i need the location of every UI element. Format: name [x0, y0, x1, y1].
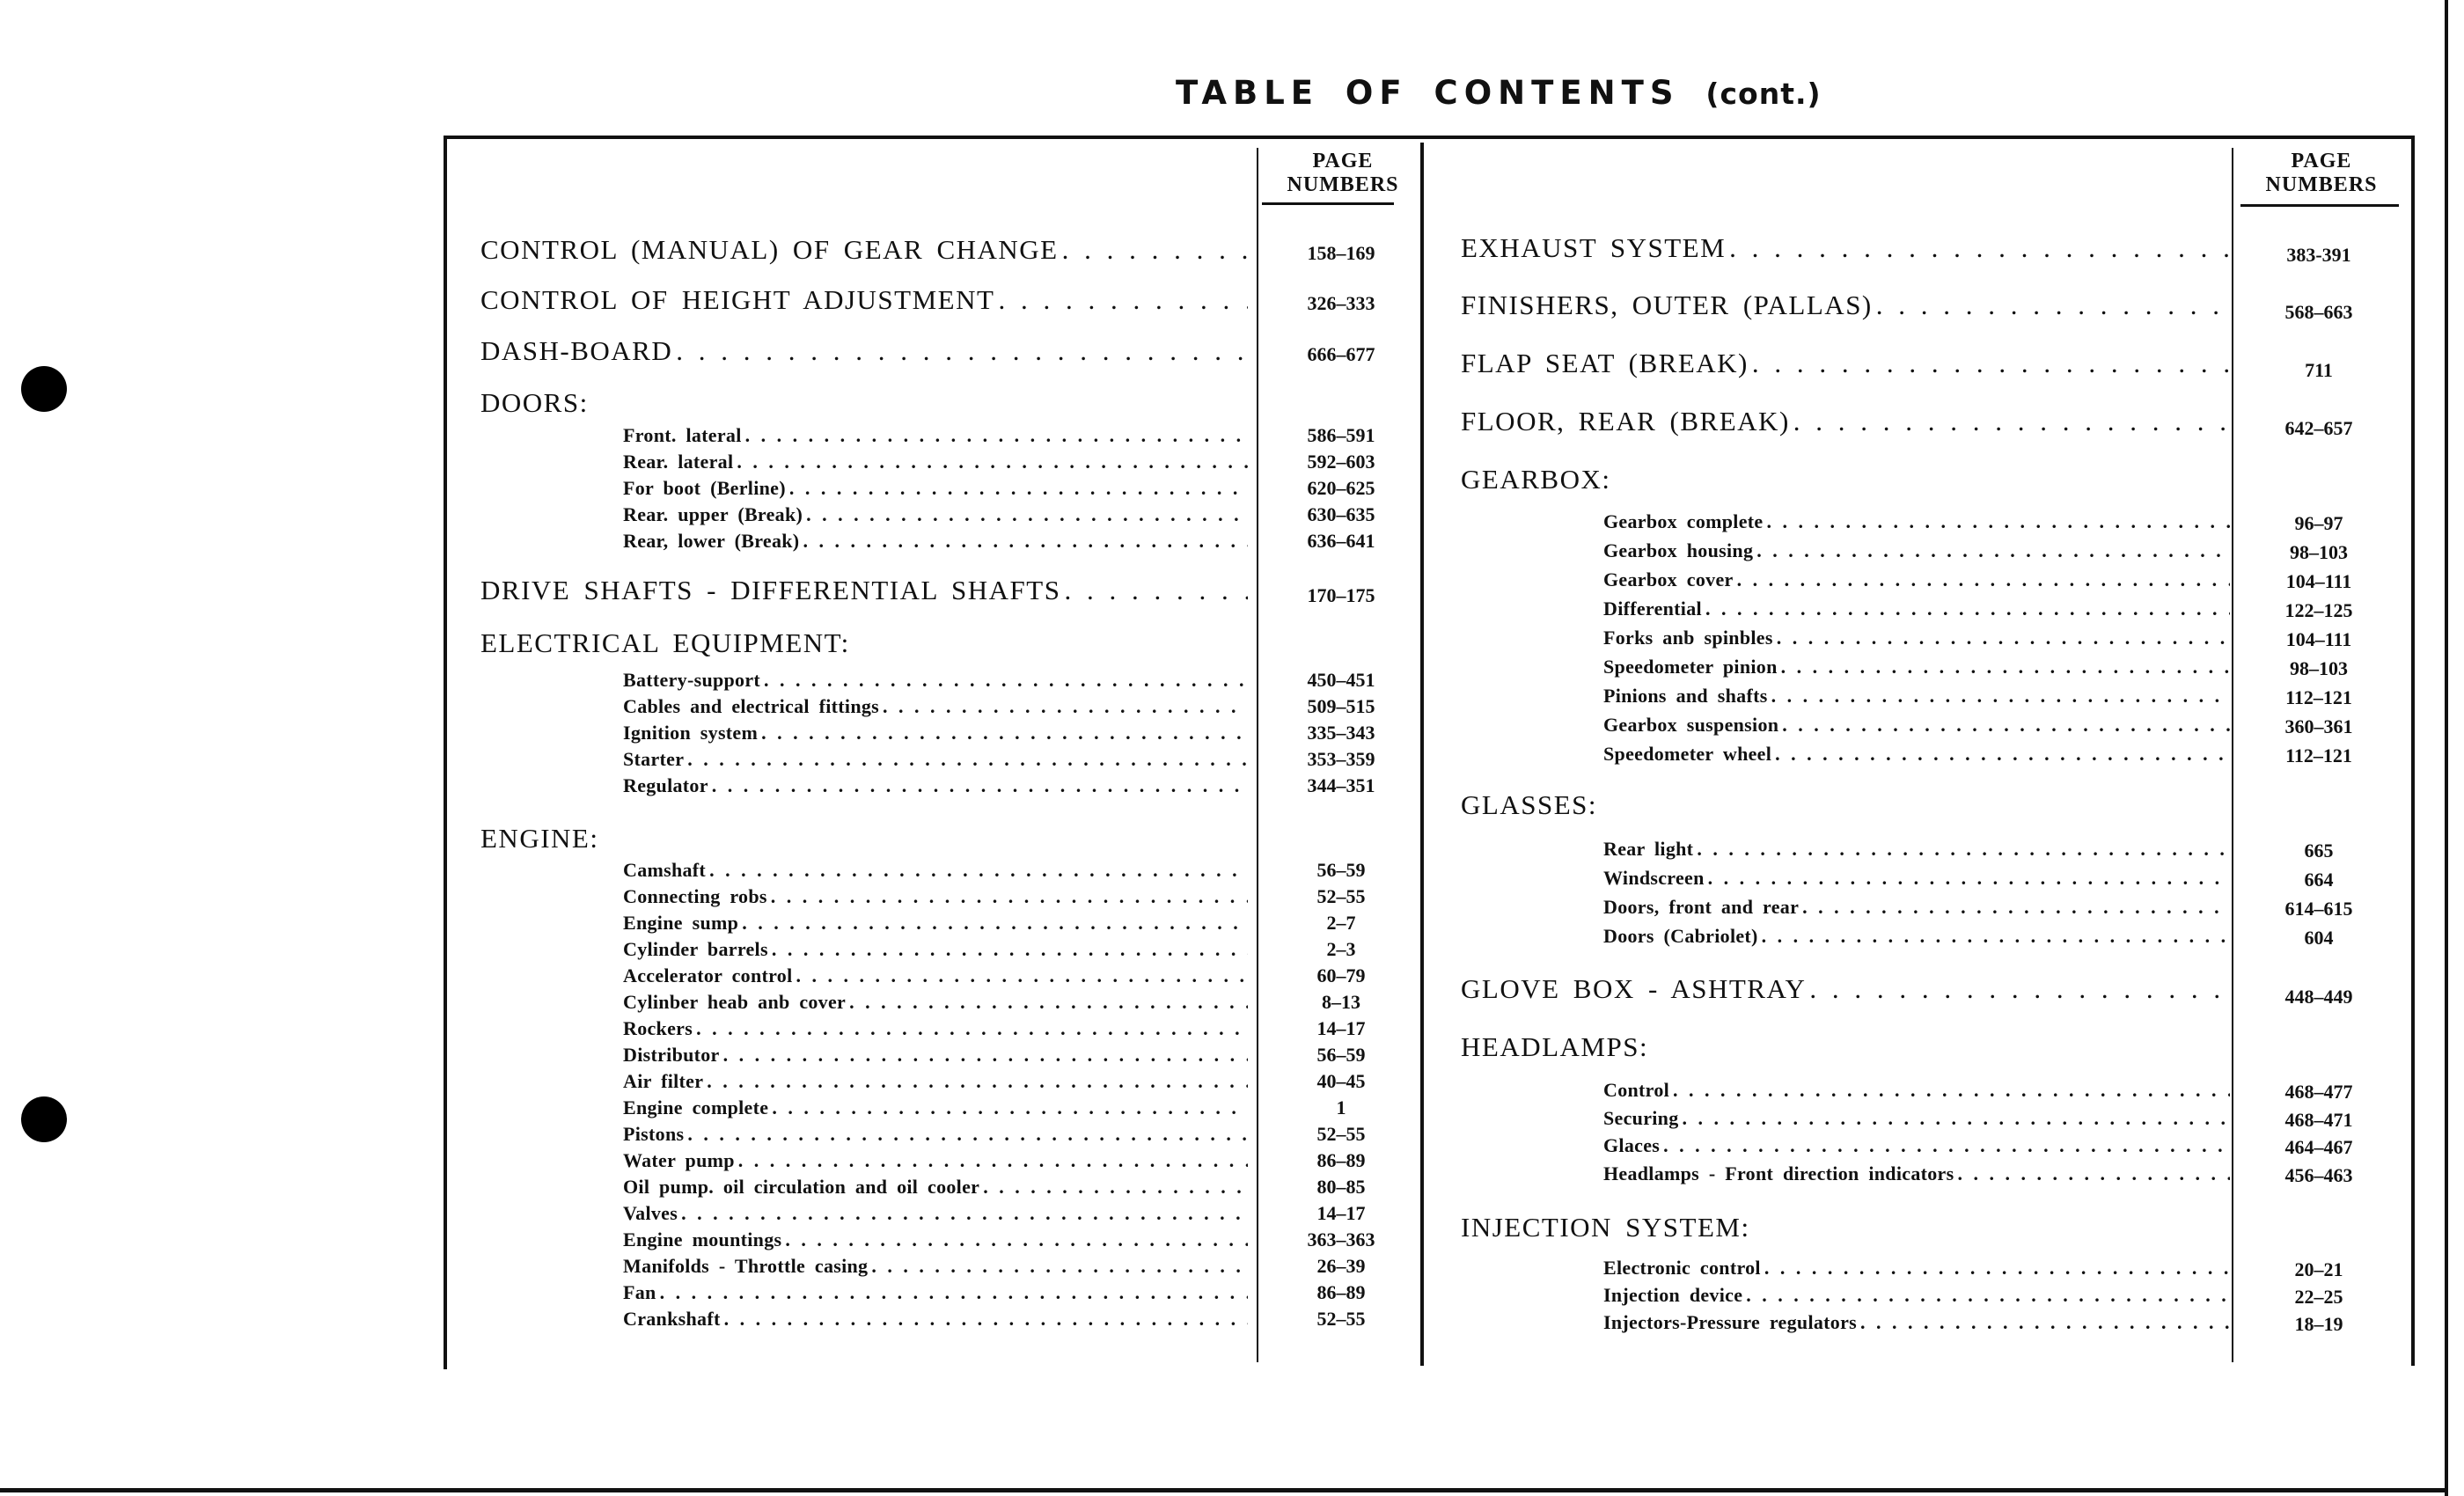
section-heading-gearbox: GEARBOX:: [1461, 464, 1611, 495]
dot-leader: [687, 1123, 1248, 1145]
toc-subentry: [1603, 925, 2232, 948]
toc-page-number: 2–3: [1326, 938, 1356, 960]
dot-leader: [803, 530, 1248, 552]
toc-subentry-label: Injectors-Pressure regulators: [1603, 1311, 1858, 1333]
toc-page-number: 158–169: [1307, 242, 1375, 264]
toc-subentry: [1603, 1257, 2232, 1280]
toc-page-number: 52–55: [1316, 1308, 1366, 1330]
toc-page-number: 98–103: [2290, 657, 2348, 679]
toc-page-number: 383-391: [2286, 244, 2351, 266]
page-edge-right: [2445, 0, 2448, 1496]
toc-entry-label: DASH-BOARD: [480, 335, 673, 366]
toc-page-number: 112–121: [2285, 744, 2352, 766]
dot-leader: [1746, 1284, 2230, 1306]
toc-subentry: [623, 938, 1250, 961]
toc-page-number: 464–467: [2284, 1136, 2353, 1158]
toc-subentry-label: Starter: [623, 748, 685, 770]
toc-page-number: 60–79: [1316, 964, 1366, 986]
toc-page-number: 40–45: [1316, 1070, 1366, 1092]
toc-page-number: 664: [2304, 869, 2334, 891]
toc-subentry-label: Securing: [1603, 1107, 1679, 1129]
dot-leader: [737, 451, 1248, 473]
toc-page-number: 96–97: [2294, 512, 2343, 534]
page-numbers-header-line2: NUMBERS: [2265, 173, 2378, 196]
dot-leader: [1705, 598, 2230, 620]
toc-subentry-label: Rear. upper (Break): [623, 503, 803, 525]
dot-leader: [681, 1202, 1248, 1224]
toc-subentry: [623, 885, 1250, 908]
toc-entry-label: FLAP SEAT (BREAK): [1461, 348, 1749, 378]
dot-leader: [709, 859, 1248, 881]
toc-page-number: 86–89: [1316, 1149, 1366, 1171]
toc-page-number: 335–343: [1307, 722, 1375, 744]
toc-subentry: [623, 1176, 1250, 1199]
toc-subentry-label: Gearbox complete: [1603, 510, 1764, 532]
toc-subentry-label: Pinions and shafts: [1603, 685, 1768, 707]
dot-leader: [1756, 539, 2230, 561]
toc-subentry-label: Rear light: [1603, 838, 1694, 860]
toc-subentry-label: Engine sump: [623, 912, 739, 934]
toc-page-number: 614–615: [2284, 898, 2353, 920]
toc-subentry: [623, 774, 1250, 797]
toc-page-number: 586–591: [1307, 424, 1375, 446]
section-heading-engine: ENGINE:: [480, 823, 599, 854]
toc-page-number: 468–477: [2284, 1081, 2353, 1103]
toc-page-number: 363–363: [1307, 1228, 1375, 1250]
section-heading-headlamps: HEADLAMPS:: [1461, 1031, 1649, 1062]
toc-subentry: [1603, 1134, 2232, 1157]
toc-page-number: 568–663: [2284, 301, 2353, 323]
toc-page-number: 620–625: [1307, 477, 1375, 499]
toc-subentry: [623, 1308, 1250, 1331]
toc-page-number: 326–333: [1307, 292, 1375, 314]
toc-subentry: [1603, 568, 2232, 591]
toc-subentry: [623, 1070, 1250, 1093]
frame-right-border: [2411, 136, 2415, 1366]
toc-subentry-label: Control: [1603, 1079, 1670, 1101]
toc-entry-label: EXHAUST SYSTEM: [1461, 232, 1727, 263]
toc-entry-exhaust: [1461, 232, 2232, 264]
toc-page-number: 170–175: [1307, 584, 1375, 606]
toc-subentry: [1603, 896, 2232, 919]
toc-entry-floor-rear: [1461, 406, 2232, 437]
toc-page-number: 2–7: [1326, 912, 1356, 934]
toc-page-number: 98–103: [2290, 541, 2348, 563]
dot-leader: [849, 991, 1248, 1013]
toc-subentry: [623, 669, 1250, 692]
toc-subentry-label: Doors, front and rear: [1603, 896, 1800, 918]
dot-leader: [1957, 1162, 2230, 1184]
toc-subentry-label: Fan: [623, 1281, 656, 1303]
toc-subentry-label: Headlamps - Front direction indicators: [1603, 1162, 1954, 1184]
dot-leader: [1764, 1257, 2230, 1279]
dot-leader: [1860, 1311, 2230, 1333]
toc-subentry-label: Electronic control: [1603, 1257, 1761, 1279]
toc-subentry: [623, 991, 1250, 1014]
toc-subentry: [623, 1228, 1250, 1251]
toc-subentry: [623, 503, 1250, 526]
toc-subentry-label: Gearbox housing: [1603, 539, 1754, 561]
toc-subentry: [623, 1202, 1250, 1225]
binder-hole-top: [21, 366, 67, 412]
toc-subentry-label: Doors (Cabriolet): [1603, 925, 1758, 947]
toc-entry-label: FLOOR, REAR (BREAK): [1461, 406, 1790, 436]
dot-leader: [772, 1096, 1248, 1118]
dot-leader: [1062, 234, 1248, 266]
toc-subentry-label: Crankshaft: [623, 1308, 721, 1330]
toc-subentry-label: Rear. lateral: [623, 451, 734, 473]
frame-top-border: [444, 136, 2415, 139]
toc-subentry: [623, 722, 1250, 744]
toc-subentry: [1603, 627, 2232, 649]
dot-leader: [772, 938, 1248, 960]
dot-leader: [806, 503, 1248, 525]
toc-subentry: [623, 477, 1250, 500]
dot-leader: [764, 669, 1248, 691]
dot-leader: [712, 774, 1248, 796]
page-numbers-header-line2: NUMBERS: [1287, 173, 1399, 196]
dot-leader: [1737, 568, 2230, 590]
toc-page-number: 26–39: [1316, 1255, 1366, 1277]
toc-subentry: [1603, 1311, 2232, 1334]
dot-leader: [1802, 896, 2230, 918]
toc-subentry-label: Battery-support: [623, 669, 761, 691]
dot-leader: [1752, 348, 2230, 379]
page-title-text: TABLE OF CONTENTS: [1176, 74, 1680, 112]
toc-entry-glove-box: [1461, 973, 2232, 1005]
toc-subentry-label: Regulator: [623, 774, 708, 796]
dot-leader: [983, 1176, 1248, 1198]
dot-leader: [789, 477, 1248, 499]
toc-subentry-label: Pistons: [623, 1123, 685, 1145]
toc-page-number: 468–471: [2284, 1109, 2353, 1131]
toc-subentry: [623, 451, 1250, 473]
toc-page-number: 630–635: [1307, 503, 1375, 525]
toc-subentry: [623, 1123, 1250, 1146]
section-heading-electrical: ELECTRICAL EQUIPMENT:: [480, 627, 850, 658]
toc-entry-flap-seat: [1461, 348, 2232, 379]
dot-leader: [1762, 925, 2230, 947]
toc-page-number: 509–515: [1307, 695, 1375, 717]
dot-leader: [1697, 838, 2230, 860]
toc-page-number: 104–111: [2285, 628, 2352, 650]
dot-leader: [1782, 714, 2230, 736]
toc-page-number: 56–59: [1316, 1044, 1366, 1066]
dot-leader: [1663, 1134, 2230, 1156]
dot-leader: [796, 964, 1248, 986]
toc-page-number: 86–89: [1316, 1281, 1366, 1303]
toc-subentry-label: Gearbox cover: [1603, 568, 1734, 590]
toc-subentry: [1603, 656, 2232, 678]
toc-subentry-label: Rear, lower (Break): [623, 530, 800, 552]
toc-subentry-label: Cables and electrical fittings: [623, 695, 880, 717]
toc-subentry-label: Cylinder barrels: [623, 938, 768, 960]
toc-subentry-label: Valves: [623, 1202, 678, 1224]
dot-leader: [1809, 973, 2230, 1005]
toc-subentry: [623, 964, 1250, 987]
toc-subentry: [623, 1096, 1250, 1119]
dot-leader: [724, 1308, 1248, 1330]
toc-subentry: [623, 530, 1250, 553]
toc-page-number: 8–13: [1322, 991, 1360, 1013]
page-title: [1176, 74, 1822, 112]
toc-entry-label: CONTROL OF HEIGHT ADJUSTMENT: [480, 284, 995, 315]
page-numbers-underline-left: [1262, 202, 1394, 205]
toc-page-number: 20–21: [2294, 1258, 2343, 1280]
toc-entry-drive-shafts: [480, 575, 1250, 606]
dot-leader: [883, 695, 1248, 717]
toc-subentry: [1603, 510, 2232, 533]
page-numbers-header-line1: PAGE: [2291, 150, 2352, 172]
toc-page-number: 18–19: [2294, 1313, 2343, 1335]
section-heading-glasses: GLASSES:: [1461, 789, 1597, 820]
toc-subentry-label: Water pump: [623, 1149, 735, 1171]
toc-subentry-label: Connecting robs: [623, 885, 767, 907]
toc-page-number: 122–125: [2284, 599, 2353, 621]
page-numbers-header-line1: PAGE: [1312, 150, 1374, 172]
dot-leader: [1729, 232, 2230, 264]
toc-page-number: 52–55: [1316, 1123, 1366, 1145]
toc-subentry-label: Camshaft: [623, 859, 707, 881]
dot-leader: [660, 1281, 1248, 1303]
dot-leader: [687, 748, 1248, 770]
toc-page-number: 642–657: [2284, 417, 2353, 439]
toc-page-number: 666–677: [1307, 343, 1375, 365]
toc-subentry: [623, 1149, 1250, 1172]
toc-subentry: [1603, 1162, 2232, 1185]
toc-entry-label: GLOVE BOX - ASHTRAY: [1461, 973, 1807, 1004]
toc-page-number: 14–17: [1316, 1017, 1366, 1039]
toc-subentry-label: Distributor: [623, 1044, 720, 1066]
frame-left-border: [444, 136, 447, 1369]
toc-page-number: 604: [2304, 927, 2334, 949]
dot-leader: [1876, 290, 2230, 321]
toc-page-number: 353–359: [1307, 748, 1375, 770]
toc-subentry-label: Cylinber heab anb cover: [623, 991, 847, 1013]
toc-subentry-label: For boot (Berline): [623, 477, 786, 499]
toc-entry-label: FINISHERS, OUTER (PALLAS): [1461, 290, 1873, 320]
toc-subentry: [623, 424, 1250, 447]
toc-page-number: 344–351: [1307, 774, 1375, 796]
dot-leader: [761, 722, 1248, 744]
toc-subentry-label: Forks anb spinbles: [1603, 627, 1773, 649]
toc-page-number: 104–111: [2285, 570, 2352, 592]
dot-leader: [723, 1044, 1248, 1066]
toc-subentry-label: Glaces: [1603, 1134, 1661, 1156]
toc-subentry: [623, 1281, 1250, 1304]
dot-leader: [1775, 743, 2230, 765]
toc-entry-label: DRIVE SHAFTS - DIFFERENTIAL SHAFTS: [480, 575, 1061, 605]
toc-page-number: 450–451: [1307, 669, 1375, 691]
dot-leader: [738, 1149, 1248, 1171]
toc-subentry-label: Manifolds - Throttle casing: [623, 1255, 869, 1277]
dot-leader: [1708, 867, 2230, 889]
toc-page-number: 52–55: [1316, 885, 1366, 907]
page-numbers-rule-left: [1257, 148, 1258, 1362]
toc-subentry: [1603, 598, 2232, 620]
dot-leader: [1781, 656, 2230, 678]
page-numbers-header-right: [2242, 150, 2401, 197]
section-heading-injection: INJECTION SYSTEM:: [1461, 1212, 1750, 1243]
toc-page-number: 592–603: [1307, 451, 1375, 473]
dot-leader: [696, 1017, 1248, 1039]
toc-subentry: [623, 1044, 1250, 1067]
dot-leader: [1673, 1079, 2230, 1101]
toc-subentry-label: Differential: [1603, 598, 1702, 620]
toc-page-number: 711: [2305, 359, 2333, 381]
toc-subentry: [623, 859, 1250, 882]
toc-subentry-label: Ignition system: [623, 722, 759, 744]
toc-subentry: [1603, 539, 2232, 562]
dot-leader: [771, 885, 1248, 907]
toc-subentry: [1603, 685, 2232, 708]
toc-page-number: 80–85: [1316, 1176, 1366, 1198]
binder-hole-bottom: [21, 1096, 67, 1142]
section-heading-doors: DOORS:: [480, 387, 589, 418]
dot-leader: [707, 1070, 1248, 1092]
toc-page-number: 456–463: [2284, 1164, 2353, 1186]
dot-leader: [745, 424, 1248, 446]
toc-page-number: 448–449: [2284, 986, 2353, 1008]
toc-subentry: [1603, 1079, 2232, 1102]
page-numbers-rule-right: [2232, 148, 2233, 1362]
toc-subentry-label: Speedometer wheel: [1603, 743, 1772, 765]
toc-subentry: [1603, 1284, 2232, 1307]
toc-page-number: 1: [1336, 1096, 1346, 1118]
page-title-suffix: (cont.): [1705, 77, 1822, 111]
toc-entry-dash-board: [480, 335, 1250, 367]
dot-leader: [1793, 406, 2230, 437]
toc-subentry: [623, 912, 1250, 935]
toc-subentry: [623, 695, 1250, 718]
toc-entry-control-manual: [480, 234, 1250, 266]
toc-subentry-label: Gearbox suspension: [1603, 714, 1779, 736]
toc-subentry-label: Rockers: [623, 1017, 693, 1039]
toc-page-number: 665: [2304, 840, 2334, 862]
toc-subentry: [1603, 867, 2232, 890]
toc-subentry-label: Accelerator control: [623, 964, 793, 986]
toc-subentry: [1603, 1107, 2232, 1130]
dot-leader: [676, 335, 1248, 367]
dot-leader: [1064, 575, 1248, 606]
dot-leader: [1766, 510, 2230, 532]
toc-subentry-label: Engine mountings: [623, 1228, 782, 1250]
toc-subentry: [623, 1255, 1250, 1278]
dot-leader: [1683, 1107, 2230, 1129]
toc-subentry-label: Engine complete: [623, 1096, 769, 1118]
column-divider: [1420, 143, 1424, 1366]
dot-leader: [1771, 685, 2230, 707]
dot-leader: [742, 912, 1248, 934]
toc-entry-label: CONTROL (MANUAL) OF GEAR CHANGE: [480, 234, 1059, 265]
toc-subentry-label: Oil pump. oil circulation and oil cooler: [623, 1176, 980, 1198]
toc-subentry-label: Speedometer pinion: [1603, 656, 1778, 678]
toc-subentry-label: Air filter: [623, 1070, 704, 1092]
toc-entry-control-height: [480, 284, 1250, 316]
dot-leader: [998, 284, 1248, 316]
dot-leader: [871, 1255, 1248, 1277]
page-edge-bottom: [0, 1488, 2448, 1492]
toc-subentry: [623, 1017, 1250, 1040]
toc-subentry: [1603, 743, 2232, 766]
toc-page-number: 360–361: [2284, 715, 2353, 737]
dot-leader: [1777, 627, 2230, 649]
dot-leader: [785, 1228, 1248, 1250]
page-numbers-header-left: [1265, 150, 1420, 197]
page-numbers-underline-right: [2240, 204, 2399, 207]
toc-subentry-label: Front. lateral: [623, 424, 742, 446]
toc-page-number: 22–25: [2294, 1286, 2343, 1308]
toc-entry-finishers: [1461, 290, 2232, 321]
toc-page-number: 112–121: [2285, 686, 2352, 708]
toc-subentry: [1603, 838, 2232, 861]
toc-page-number: 56–59: [1316, 859, 1366, 881]
toc-subentry: [1603, 714, 2232, 737]
toc-subentry-label: Injection device: [1603, 1284, 1743, 1306]
toc-page-number: 14–17: [1316, 1202, 1366, 1224]
toc-subentry: [623, 748, 1250, 771]
toc-page-number: 636–641: [1307, 530, 1375, 552]
toc-subentry-label: Windscreen: [1603, 867, 1705, 889]
